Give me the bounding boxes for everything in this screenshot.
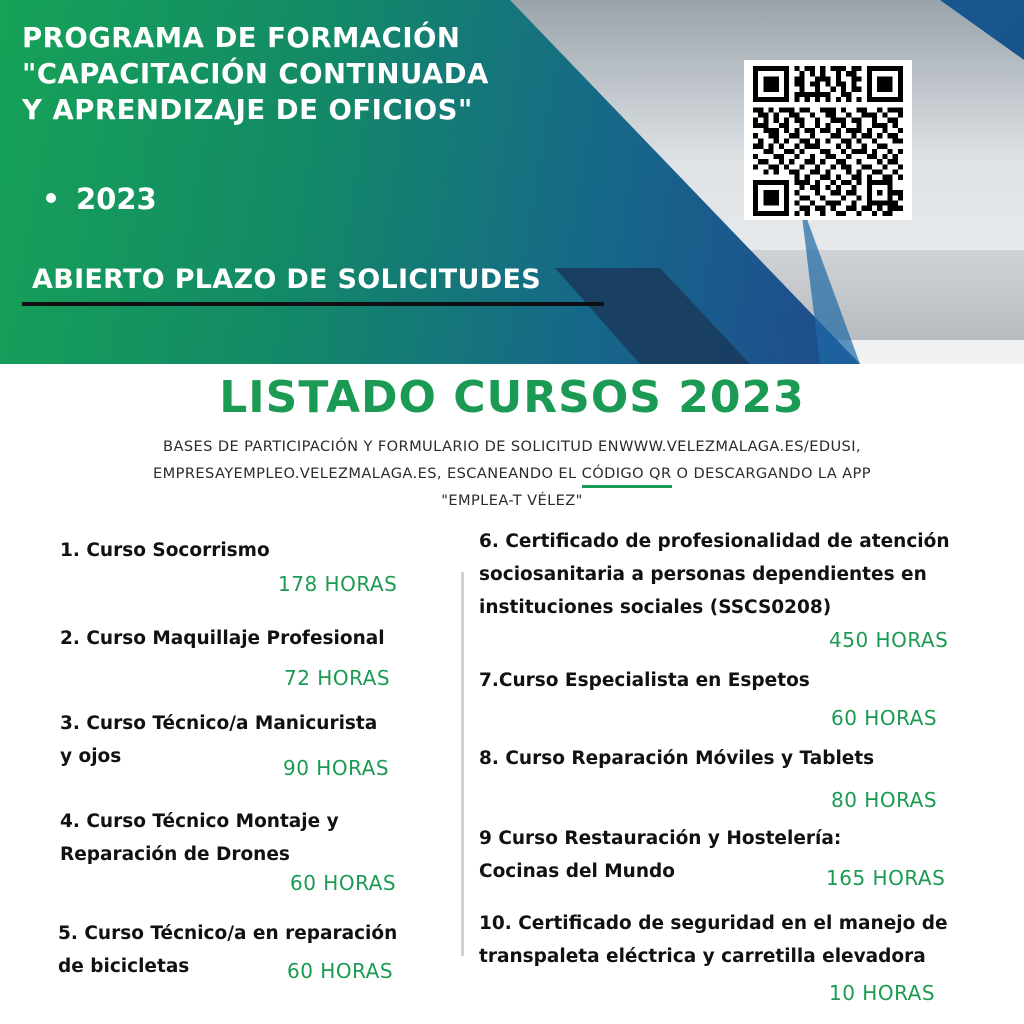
underline-divider	[22, 302, 604, 306]
course-3-hours: 90 HORAS	[283, 756, 390, 780]
bases-line-2	[60, 460, 964, 487]
course-2-name: 2. Curso Maquillaje Profesional	[60, 628, 385, 649]
course-9-hours: 165 HORAS	[826, 866, 946, 890]
course-8-name: 8. Curso Reparación Móviles y Tablets	[479, 748, 875, 769]
course-6-hours: 450 HORAS	[829, 628, 949, 652]
course-3-name: 3. Curso Técnico/a Manicurista y ojos	[60, 713, 378, 767]
bases-line-1: BASES DE PARTICIPACIÓN Y FORMULARIO DE SOLICITUD ENWWW.VELEZMALAGA.ES/EDUSI,	[163, 438, 861, 455]
qr-code[interactable]	[744, 60, 912, 220]
course-7-hours: 60 HORAS	[831, 706, 938, 730]
course-2-hours: 72 HORAS	[284, 666, 391, 690]
bases-line-2-text: EMPRESAYEMPLEO.VELEZMALAGA.ES, ESCANEANDO EL	[153, 465, 582, 482]
course-5-hours: 60 HORAS	[287, 959, 394, 983]
course-10-name: 10. Certificado de seguridad en el manejo de transpaleta eléctrica y carretilla elevadora	[479, 913, 948, 967]
course-7-name: 7.Curso Especialista en Espetos	[479, 670, 810, 691]
course-10-hours: 10 HORAS	[829, 981, 936, 1005]
course-9-name: 9 Curso Restauración y Hostelería: Cocinas del Mundo	[479, 828, 842, 882]
bullet-icon	[46, 193, 56, 203]
column-divider	[461, 572, 464, 956]
qr-code-icon	[752, 66, 904, 216]
participation-info	[60, 433, 964, 514]
open-applications-label: ABIERTO PLAZO DE SOLICITUDES	[32, 264, 541, 295]
program-title: PROGRAMA DE FORMACIÓN "CAPACITACIÓN CONTINUADA Y APRENDIZAJE DE OFICIOS"	[22, 22, 489, 126]
bases-line-3: "EMPLEA-T VÉLEZ"	[441, 492, 583, 509]
course-4-hours: 60 HORAS	[290, 871, 397, 895]
course-1-name: 1. Curso Socorrismo	[60, 540, 270, 561]
year-bullet	[46, 182, 157, 216]
qr-code-link[interactable]: CÓDIGO QR	[581, 465, 672, 482]
course-8-hours: 80 HORAS	[831, 788, 938, 812]
course-5-name: 5. Curso Técnico/a en reparación de bicicletas	[58, 923, 398, 977]
course-4-name: 4. Curso Técnico Montaje y Reparación de Drones	[60, 811, 339, 865]
bases-line-2-text-end: O DESCARGANDO LA APP	[671, 465, 871, 482]
year-label: 2023	[76, 182, 157, 216]
course-6-name: 6. Certificado de profesionalidad de atención sociosanitaria a personas dependientes en instituciones sociales (SSCS0208)	[479, 531, 950, 618]
course-list-title: LISTADO CURSOS 2023	[219, 372, 805, 423]
course-1-hours: 178 HORAS	[278, 572, 398, 596]
header-banner	[0, 0, 1024, 364]
